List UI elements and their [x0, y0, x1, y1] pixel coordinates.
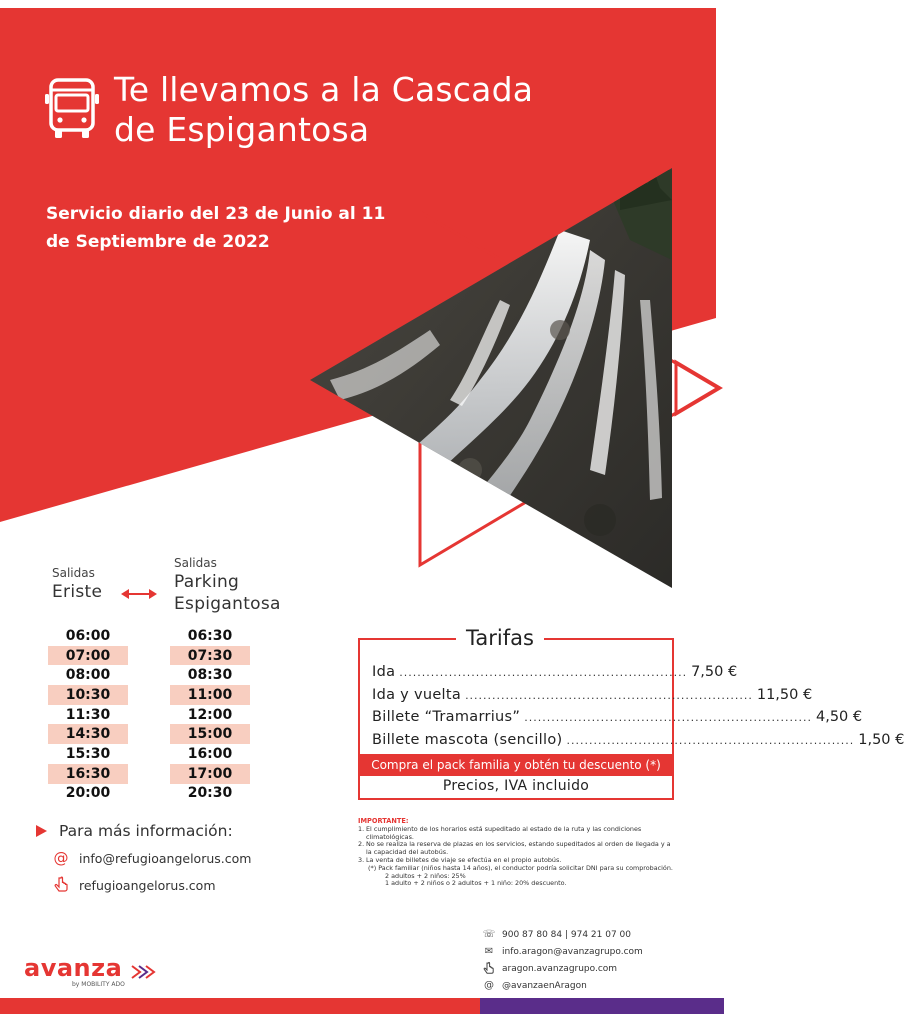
at-sign-icon: @ — [53, 849, 69, 867]
fare-label: Ida y vuelta — [372, 686, 462, 703]
schedule-time-parking: 16:00 — [187, 745, 233, 762]
at-sign-icon: @ — [484, 980, 494, 991]
parking-label: Parking Espigantosa — [174, 572, 281, 614]
contact-email-text[interactable]: info.aragon@avanzagrupo.com — [502, 946, 643, 957]
eriste-times — [48, 626, 128, 803]
outline-triangle-small — [676, 362, 720, 414]
eriste-label: Eriste — [52, 582, 103, 602]
schedule-time-parking: 17:00 — [170, 764, 250, 784]
info-email[interactable]: info@refugioangelorus.com — [79, 850, 252, 866]
pointer-hand-icon — [52, 876, 70, 894]
schedule-time-eriste: 10:30 — [48, 685, 128, 705]
double-arrow-icon — [121, 587, 157, 601]
discount-one-child: 1 adulto + 2 niños o 2 adultos + 1 niño: 20% descuento. — [385, 879, 567, 888]
footer-band-red — [0, 998, 480, 1014]
fare-label: Billete “Tramarrius” — [372, 709, 521, 725]
important-notes — [358, 818, 678, 888]
schedule-time-parking: 06:30 — [187, 627, 233, 644]
fare-list — [372, 664, 904, 754]
schedule-time-eriste: 11:30 — [65, 706, 111, 723]
contact-web[interactable] — [482, 960, 643, 977]
fares-title: Tarifas — [456, 625, 544, 651]
schedule-time-parking: 11:00 — [170, 685, 250, 705]
schedule-time-eriste: 14:30 — [48, 724, 128, 744]
parking-times — [170, 626, 250, 803]
important-title: IMPORTANTE: — [358, 817, 409, 825]
family-pack-banner: Compra el pack familia y obtén tu descuento (*) — [360, 754, 672, 776]
fare-row — [372, 709, 863, 732]
contact-social[interactable] — [482, 977, 643, 994]
fare-label: Ida — [372, 664, 396, 680]
fare-price: 4,50 € — [816, 709, 863, 725]
schedule-time-parking: 07:30 — [170, 646, 250, 666]
play-arrow-icon — [36, 825, 47, 837]
pointer-hand-icon — [482, 962, 496, 976]
fare-leader-dots: ................................................................ — [524, 711, 812, 724]
schedule-time-eriste: 08:00 — [65, 667, 111, 684]
schedule-time-parking: 12:00 — [187, 706, 233, 723]
more-info-label: Para más información: — [59, 822, 233, 840]
schedule-time-eriste: 20:00 — [65, 785, 111, 802]
contact-block — [482, 926, 643, 994]
bus-icon — [44, 76, 100, 142]
fare-row — [372, 731, 904, 755]
footer-band-purple — [480, 998, 724, 1014]
logo-wordmark: avanza — [24, 954, 123, 982]
info-email-line[interactable] — [52, 849, 251, 867]
column-header-eriste — [52, 566, 102, 603]
important-item-text: El cumplimiento de los horarios está supeditado al estado de la ruta y las condiciones climatológicas. — [366, 824, 642, 841]
important-item-text: No se realiza la reserva de plazas en los servicios, estando supeditados al orden de llegada y a la capacidad del autobús. — [366, 840, 671, 857]
more-info — [36, 822, 251, 894]
fare-label: Billete mascota (sencillo) — [372, 731, 563, 748]
service-dates: Servicio diario del 23 de Junio al 11 de Septiembre de 2022 — [46, 204, 386, 252]
schedule-time-parking: 08:30 — [187, 667, 233, 684]
important-item: 3. La venta de billetes de viaje se efectúa en el propio autobús. — [358, 855, 562, 864]
title-block — [44, 70, 584, 150]
avanza-logo — [24, 954, 156, 988]
vat-note: Precios, IVA incluido — [442, 778, 590, 794]
schedule-time-eriste: 06:00 — [65, 627, 111, 644]
parking-small-label: Salidas — [174, 556, 217, 570]
contact-social-text[interactable]: @avanzaenAragon — [502, 980, 587, 991]
info-website[interactable]: refugioangelorus.com — [79, 877, 216, 893]
fare-price: 7,50 € — [691, 664, 738, 680]
logo-tagline: by MOBILITY ADO — [72, 981, 125, 988]
column-header-parking — [174, 556, 324, 615]
contact-email[interactable] — [482, 943, 643, 960]
fare-price: 1,50 € — [858, 731, 904, 748]
fare-leader-dots: ................................................................ — [566, 733, 855, 747]
discount-two-children: 2 adultos + 2 niños: 25% — [385, 871, 466, 880]
fare-leader-dots: ................................................................ — [465, 688, 753, 702]
family-pack-note: (*) Pack familiar (niños hasta 14 años), el conductor podría solicitar DNI para su comprobación. — [368, 863, 673, 872]
schedule-time-eriste: 07:00 — [48, 646, 128, 666]
contact-phone[interactable] — [482, 926, 643, 943]
important-item-text: La venta de billetes de viaje se efectúa en el propio autobús. — [366, 855, 562, 864]
important-item: 1. El cumplimiento de los horarios está supeditado al estado de la ruta y las condiciones climatológicas. — [358, 826, 678, 842]
schedule-time-eriste: 16:30 — [48, 764, 128, 784]
contact-phone-text[interactable]: 900 87 80 84 | 974 21 07 00 — [502, 929, 631, 940]
schedule-time-parking: 15:00 — [170, 724, 250, 744]
schedule-time-eriste: 15:30 — [65, 745, 111, 762]
eriste-small-label: Salidas — [52, 566, 95, 580]
phone-icon: ☏ — [482, 929, 496, 940]
page-title: Te llevamos a la Cascada de Espigantosa — [114, 70, 534, 149]
info-website-line[interactable] — [52, 876, 251, 894]
fare-row — [372, 664, 738, 687]
important-item: 2. No se realiza la reserva de plazas en los servicios, estando supeditados al orden de llegada y a la capacidad del autobús. — [358, 841, 678, 857]
contact-web-text[interactable]: aragon.avanzagrupo.com — [502, 963, 618, 974]
more-info-heading — [36, 822, 251, 840]
envelope-icon: ✉ — [484, 946, 494, 957]
logo-chevrons-icon — [130, 964, 156, 980]
fares-box — [358, 626, 904, 800]
fare-price: 11,50 € — [756, 686, 813, 703]
fare-row — [372, 686, 813, 710]
schedule-time-parking: 20:30 — [187, 785, 233, 802]
fare-leader-dots: ................................................................ — [399, 666, 688, 679]
